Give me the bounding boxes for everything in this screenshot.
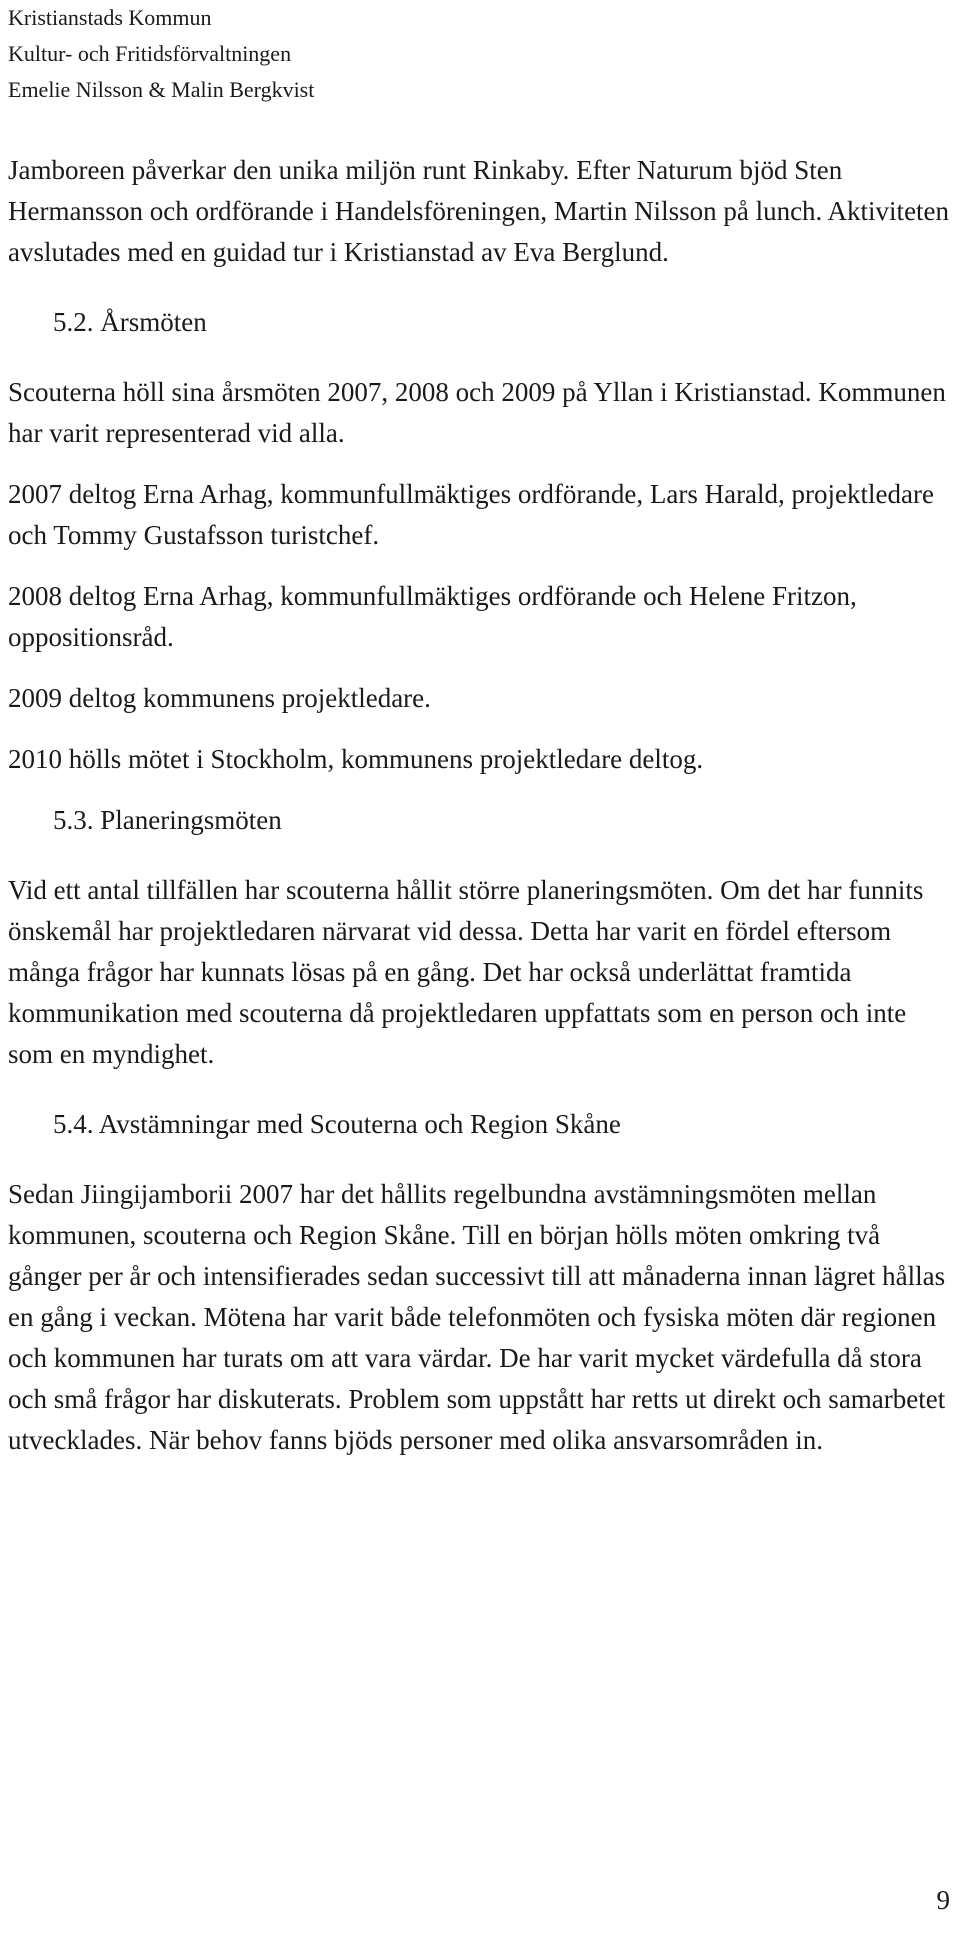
page-number: 9 [936,1885,950,1915]
section-heading-planeringsmoten: 5.3. Planeringsmöten [53,805,282,835]
paragraph-arsmoten-intro: Scouterna höll sina årsmöten 2007, 2008 och 2009 på Yllan i Kristianstad. Kommunen har varit representerad vid alla. [8,377,946,448]
document-header [8,0,314,108]
section-heading-arsmoten: 5.2. Årsmöten [53,307,207,337]
paragraph-jamboree: Jamboreen påverkar den unika miljön runt Rinkaby. Efter Naturum bjöd Sten Hermansson och ordförande i Handelsföreningen, Martin Nilsson på lunch. Aktiviteten avslutades med en guidad tur i Kristianstad av Eva Berglund. [8,155,950,267]
header-department: Kultur- och Fritidsförvaltningen [8,41,292,66]
paragraph-2007: 2007 deltog Erna Arhag, kommunfullmäktiges ordförande, Lars Harald, projektledare och Tommy Gustafsson turistchef. [8,479,934,550]
document-body [8,150,950,1490]
paragraph-2010: 2010 hölls mötet i Stockholm, kommunens projektledare deltog. [8,744,704,774]
header-authors: Emelie Nilsson & Malin Bergkvist [8,77,315,102]
section-heading-avstamningar: 5.4. Avstämningar med Scouterna och Region Skåne [53,1109,621,1139]
header-organization: Kristianstads Kommun [8,5,212,30]
paragraph-2009: 2009 deltog kommunens projektledare. [8,683,431,713]
paragraph-2008: 2008 deltog Erna Arhag, kommunfullmäktiges ordförande och Helene Fritzon, oppositionsråd. [8,581,857,652]
paragraph-avstamningar: Sedan Jiingijamborii 2007 har det hållits regelbundna avstämningsmöten mellan kommunen, scouterna och Region Skåne. Till en början hölls möten omkring två gånger per år och intensifierades sedan successivt till att månaderna innan lägret hållas en gång i veckan. Mötena har varit både telefonmöten och fysiska möten där regionen och kommunen har turats om att vara värdar. De har varit mycket värdefulla då stora och små frågor har diskuterats. Problem som uppstått har retts ut direkt och samarbetet utvecklades. När behov fanns bjöds personer med olika ansvarsområden in. [8,1179,946,1455]
paragraph-planeringsmoten: Vid ett antal tillfällen har scouterna hållit större planeringsmöten. Om det har funnits önskemål har projektledaren närvarat vid dessa. Detta har varit en fördel eftersom många frågor har kunnats lösas på en gång. Det har också underlättat framtida kommunikation med scouterna då projektledaren uppfattats som en person och inte som en myndighet. [8,875,924,1069]
